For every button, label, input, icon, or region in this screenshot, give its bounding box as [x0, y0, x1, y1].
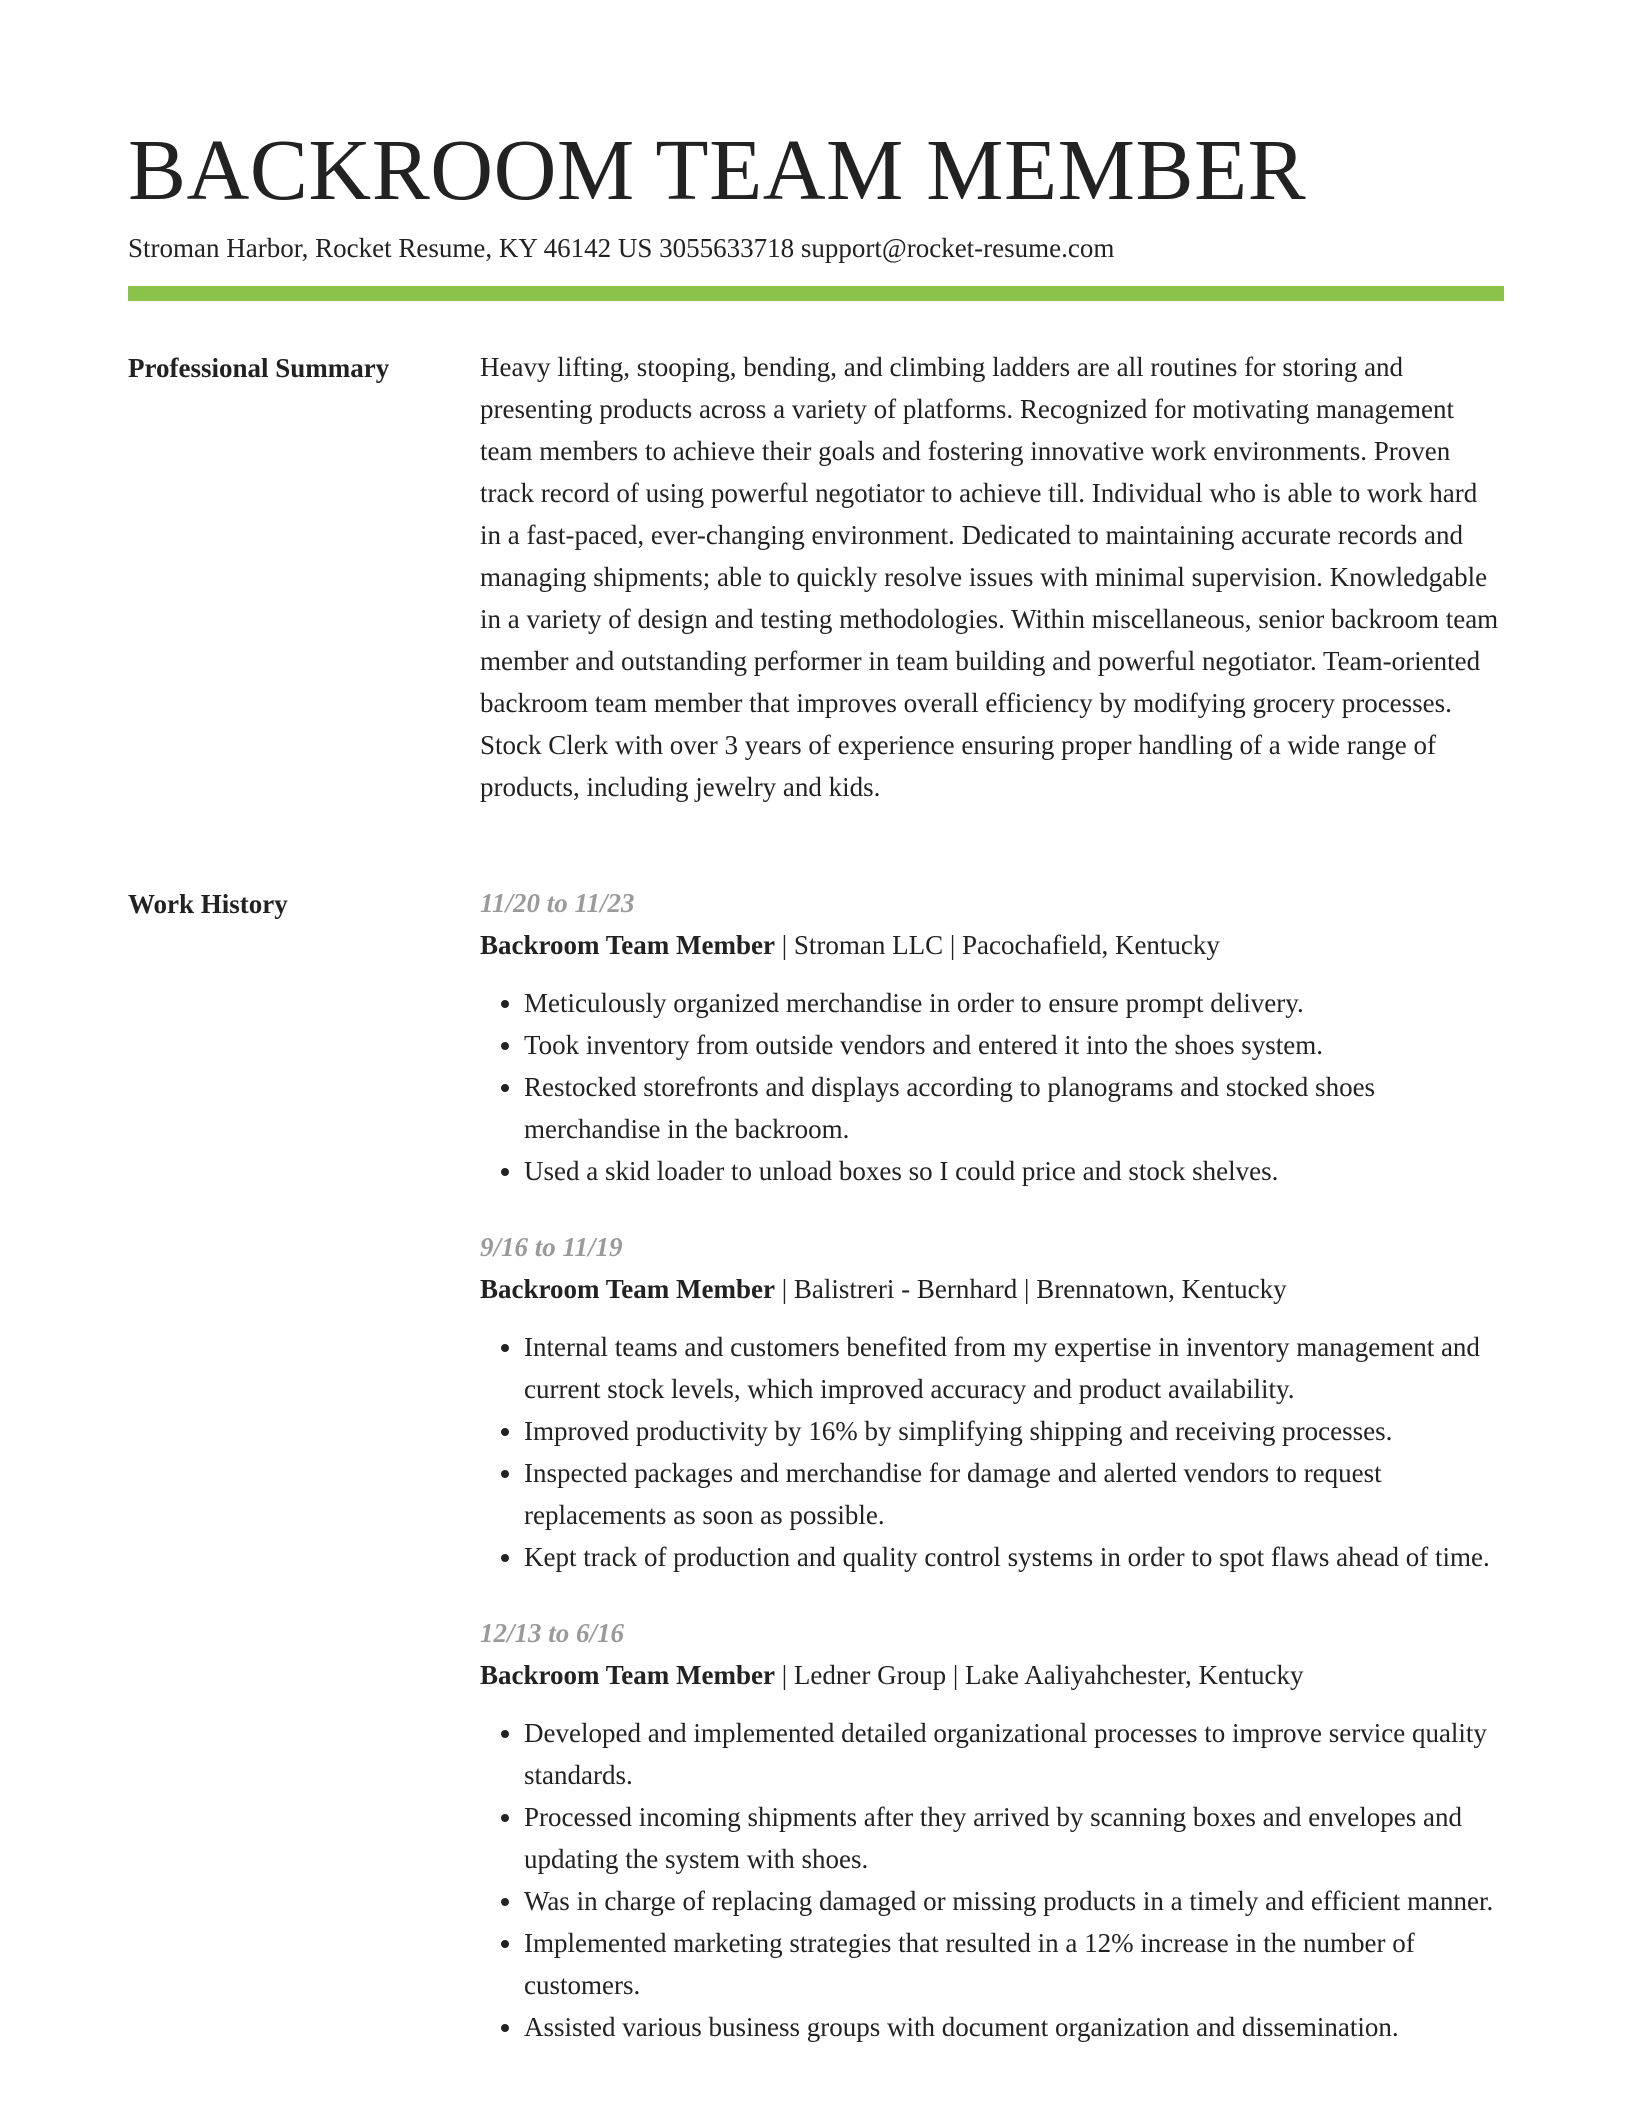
- job-title-line: [480, 1654, 1504, 1696]
- summary-label: Professional Summary: [128, 353, 390, 383]
- work-history-section: [480, 882, 1504, 2082]
- job-entry: [480, 1226, 1504, 1578]
- summary-section: [480, 346, 1504, 808]
- job-dates: 11/20 to 11/23: [480, 888, 635, 918]
- contact-line: Stroman Harbor, Rocket Resume, KY 46142 US 3055633718 support@rocket-resume.com: [128, 233, 1115, 263]
- list-item: • Restocked storefronts and displays according to planograms and stocked shoes merchandise in the backroom.: [524, 1066, 1504, 1150]
- job-details: | Stroman LLC | Pacochafield, Kentucky: [774, 930, 1220, 960]
- job-details: | Ledner Group | Lake Aaliyahchester, Kentucky: [774, 1660, 1304, 1690]
- job-bullets: [480, 1712, 1504, 2048]
- job-title: Backroom Team Member: [480, 1274, 775, 1304]
- list-item: • Assisted various business groups with document organization and dissemination.: [524, 2006, 1504, 2048]
- job-title: Backroom Team Member: [480, 930, 775, 960]
- job-title: Backroom Team Member: [480, 1660, 775, 1690]
- list-item: • Kept track of production and quality control systems in order to spot flaws ahead of time.: [524, 1536, 1504, 1578]
- list-item: • Developed and implemented detailed organizational processes to improve service quality standards.: [524, 1712, 1504, 1796]
- header-divider: [128, 286, 1504, 301]
- list-item: • Processed incoming shipments after they arrived by scanning boxes and envelopes and updating the system with shoes.: [524, 1796, 1504, 1880]
- job-entry: [480, 1612, 1504, 2048]
- list-item: • Took inventory from outside vendors and entered it into the shoes system.: [524, 1024, 1504, 1066]
- resume-title: BACKROOM TEAM MEMBER: [128, 121, 1307, 218]
- job-title-line: [480, 1268, 1504, 1310]
- list-item: • Implemented marketing strategies that resulted in a 12% increase in the number of customers.: [524, 1922, 1504, 2006]
- list-item: • Used a skid loader to unload boxes so I could price and stock shelves.: [524, 1150, 1504, 1192]
- summary-text: Heavy lifting, stooping, bending, and climbing ladders are all routines for storing and presenting products across a variety of platforms. Recognized for motivating management team members to achieve their goals and fostering innovative work environments. Proven track record of using powerful negotiator to achieve till. Individual who is able to work hard in a fast-paced, ever-changing environment. Dedicated to maintaining accurate records and managing shipments; able to quickly resolve issues with minimal supervision. Knowledgable in a variety of design and testing methodologies. Within miscellaneous, senior backroom team member and outstanding performer in team building and powerful negotiator. Team-oriented backroom team member that improves overall efficiency by modifying grocery processes. Stock Clerk with over 3 years of experience ensuring proper handling of a wide range of products, including jewelry and kids.: [480, 352, 1499, 802]
- job-entry: [480, 882, 1504, 1192]
- list-item: • Inspected packages and merchandise for damage and alerted vendors to request replacements as soon as possible.: [524, 1452, 1504, 1536]
- list-item: • Meticulously organized merchandise in order to ensure prompt delivery.: [524, 982, 1504, 1024]
- list-item: • Internal teams and customers benefited from my expertise in inventory management and current stock levels, which improved accuracy and product availability.: [524, 1326, 1504, 1410]
- job-bullets: [480, 1326, 1504, 1578]
- job-dates: 12/13 to 6/16: [480, 1618, 625, 1648]
- job-bullets: [480, 982, 1504, 1192]
- job-title-line: [480, 924, 1504, 966]
- work-history-label: Work History: [128, 889, 288, 919]
- job-details: | Balistreri - Bernhard | Brennatown, Kentucky: [774, 1274, 1287, 1304]
- job-dates: 9/16 to 11/19: [480, 1232, 623, 1262]
- list-item: • Was in charge of replacing damaged or missing products in a timely and efficient manner.: [524, 1880, 1504, 1922]
- list-item: • Improved productivity by 16% by simplifying shipping and receiving processes.: [524, 1410, 1504, 1452]
